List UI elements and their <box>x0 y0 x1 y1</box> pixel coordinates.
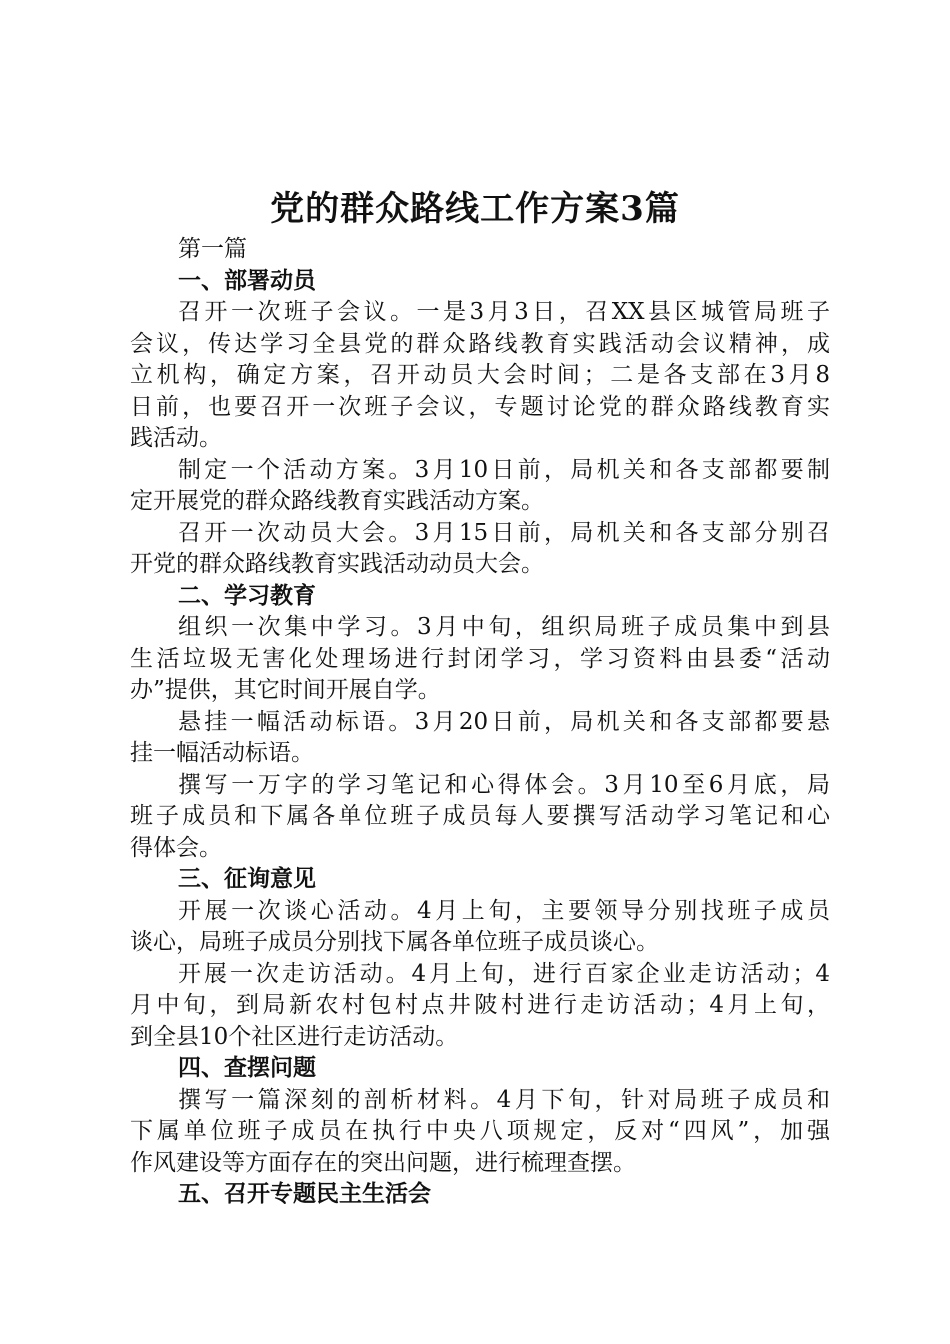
text-line: 悬挂一幅活动标语。3月20日前，局机关和各支部都要悬 <box>178 708 830 735</box>
section-heading: 三、征询意见 <box>178 866 316 892</box>
section-heading: 二、学习教育 <box>178 582 316 609</box>
text-line: 践活动。 <box>130 425 222 451</box>
text-line: 定开展党的群众路线教育实践活动方案。 <box>130 488 544 514</box>
text-line: 月中旬，到局新农村包村点井陂村进行走访活动；4月上旬， <box>130 992 830 1018</box>
text-line: 下属单位班子成员在执行中央八项规定，反对“四风”，加强 <box>130 1118 830 1144</box>
text-line: 办”提供，其它时间开展自学。 <box>130 677 441 703</box>
text-line: 开展一次谈心活动。4月上旬，主要领导分别找班子成员 <box>178 897 830 924</box>
section-heading: 五、召开专题民主生活会 <box>178 1181 431 1207</box>
text-line: 组织一次集中学习。3月中旬，组织局班子成员集中到县 <box>178 614 830 640</box>
text-line: 召开一次动员大会。3月15日前，局机关和各支部分别召 <box>178 519 830 546</box>
text-line: 谈心，局班子成员分别找下属各单位班子成员谈心。 <box>130 929 659 955</box>
text-line: 作风建设等方面存在的突出问题，进行梳理查摆。 <box>130 1149 636 1176</box>
text-line: 撰写一篇深刻的剖析材料。4月下旬，针对局班子成员和 <box>178 1086 830 1113</box>
text-line: 生活垃圾无害化处理场进行封闭学习，学习资料由县委“活动 <box>130 645 830 672</box>
text-line: 召开一次班子会议。一是3月3日，召XX县区城管局班子 <box>178 299 830 325</box>
text-line: 开党的群众路线教育实践活动动员大会。 <box>130 551 544 577</box>
text-line: 第一篇 <box>178 236 247 262</box>
text-line: 立机构，确定方案，召开动员大会时间；二是各支部在3月8 <box>130 362 830 388</box>
text-line: 撰写一万字的学习笔记和心得体会。3月10至6月底，局 <box>178 771 830 798</box>
document-body <box>130 234 830 1211</box>
document-title: 党的群众路线工作方案3篇 <box>270 189 680 229</box>
section-heading: 四、查摆问题 <box>178 1055 316 1081</box>
text-line: 挂一幅活动标语。 <box>130 740 314 766</box>
text-line: 制定一个活动方案。3月10日前，局机关和各支部都要制 <box>178 456 830 483</box>
text-line: 得体会。 <box>130 834 222 861</box>
text-line: 到全县10个社区进行走访活动。 <box>130 1023 459 1050</box>
text-line: 开展一次走访活动。4月上旬，进行百家企业走访活动；4 <box>178 960 830 987</box>
section-heading: 一、部署动员 <box>178 267 316 294</box>
text-line: 会议，传达学习全县党的群众路线教育实践活动会议精神，成 <box>130 330 830 357</box>
text-line: 日前，也要召开一次班子会议，专题讨论党的群众路线教育实 <box>130 393 830 420</box>
text-line: 班子成员和下属各单位班子成员每人要撰写活动学习笔记和心 <box>130 803 830 829</box>
